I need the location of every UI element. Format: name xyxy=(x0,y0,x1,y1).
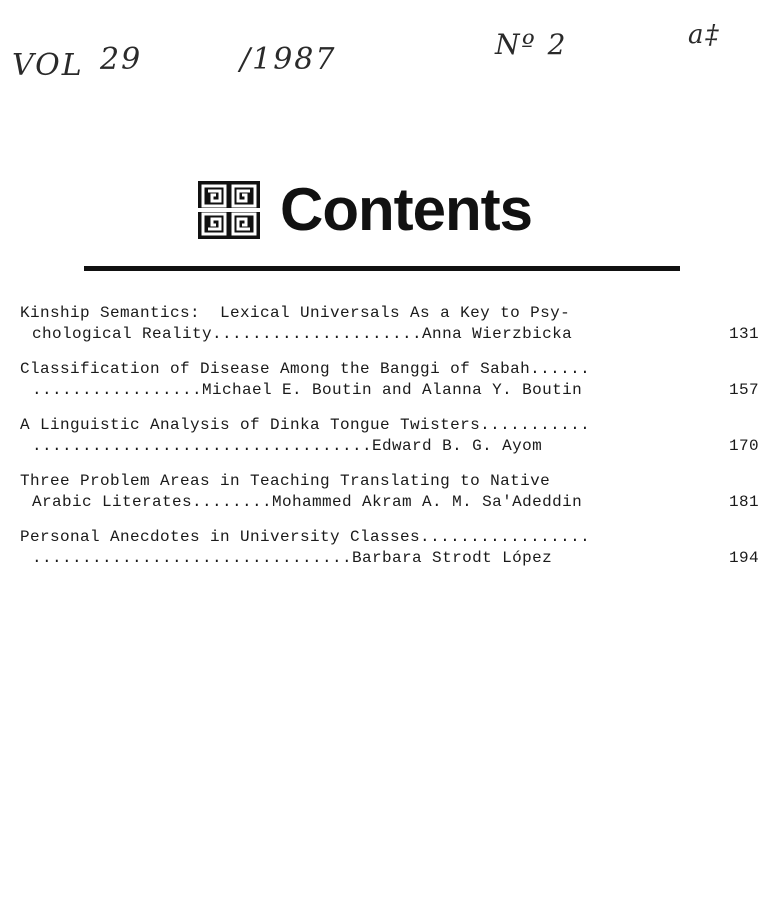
handwritten-volume-number: 29 xyxy=(100,42,143,77)
toc-entry-title: Personal Anecdotes in University Classes................. xyxy=(20,528,591,546)
toc-entry-author: Arabic Literates........Mohammed Akram A. M. Sa'Adeddin xyxy=(32,493,583,511)
page-title: Contents xyxy=(280,176,532,243)
toc-entry-title: Kinship Semantics: Lexical Universals As a Key to Psy- xyxy=(20,304,571,322)
toc-entry-page: 157 xyxy=(728,381,759,399)
toc-entry-author: chological Reality.....................Anna Wierzbicka xyxy=(32,325,573,343)
toc-entry-page: 131 xyxy=(728,325,759,343)
toc-entry-author: .................Michael E. Boutin and Alanna Y. Boutin xyxy=(32,381,583,399)
toc-entry xyxy=(20,415,765,457)
toc-entry xyxy=(20,471,765,513)
title-divider xyxy=(84,266,680,271)
toc-entry xyxy=(20,359,765,401)
handwritten-vol: VOL xyxy=(12,48,84,83)
table-of-contents xyxy=(20,303,765,583)
toc-entry-title: Three Problem Areas in Teaching Translating to Native xyxy=(20,472,551,490)
contents-header xyxy=(198,175,532,244)
handwritten-issue: Nº 2 xyxy=(495,28,568,61)
toc-entry xyxy=(20,303,765,345)
toc-entry xyxy=(20,527,765,569)
toc-entry-title: Classification of Disease Among the Banggi of Sabah...... xyxy=(20,360,591,378)
handwritten-mark: a‡ xyxy=(688,20,721,50)
toc-entry-page: 170 xyxy=(728,437,759,455)
toc-entry-page: 181 xyxy=(728,493,759,511)
greek-key-ornament-icon xyxy=(198,181,260,239)
toc-entry-author: ..................................Edward B. G. Ayom xyxy=(32,437,543,455)
toc-entry-page: 194 xyxy=(728,549,759,567)
handwritten-year: /1987 xyxy=(240,42,337,77)
toc-entry-author: ................................Barbara Strodt López xyxy=(32,549,553,567)
toc-entry-title: A Linguistic Analysis of Dinka Tongue Twisters........... xyxy=(20,416,591,434)
